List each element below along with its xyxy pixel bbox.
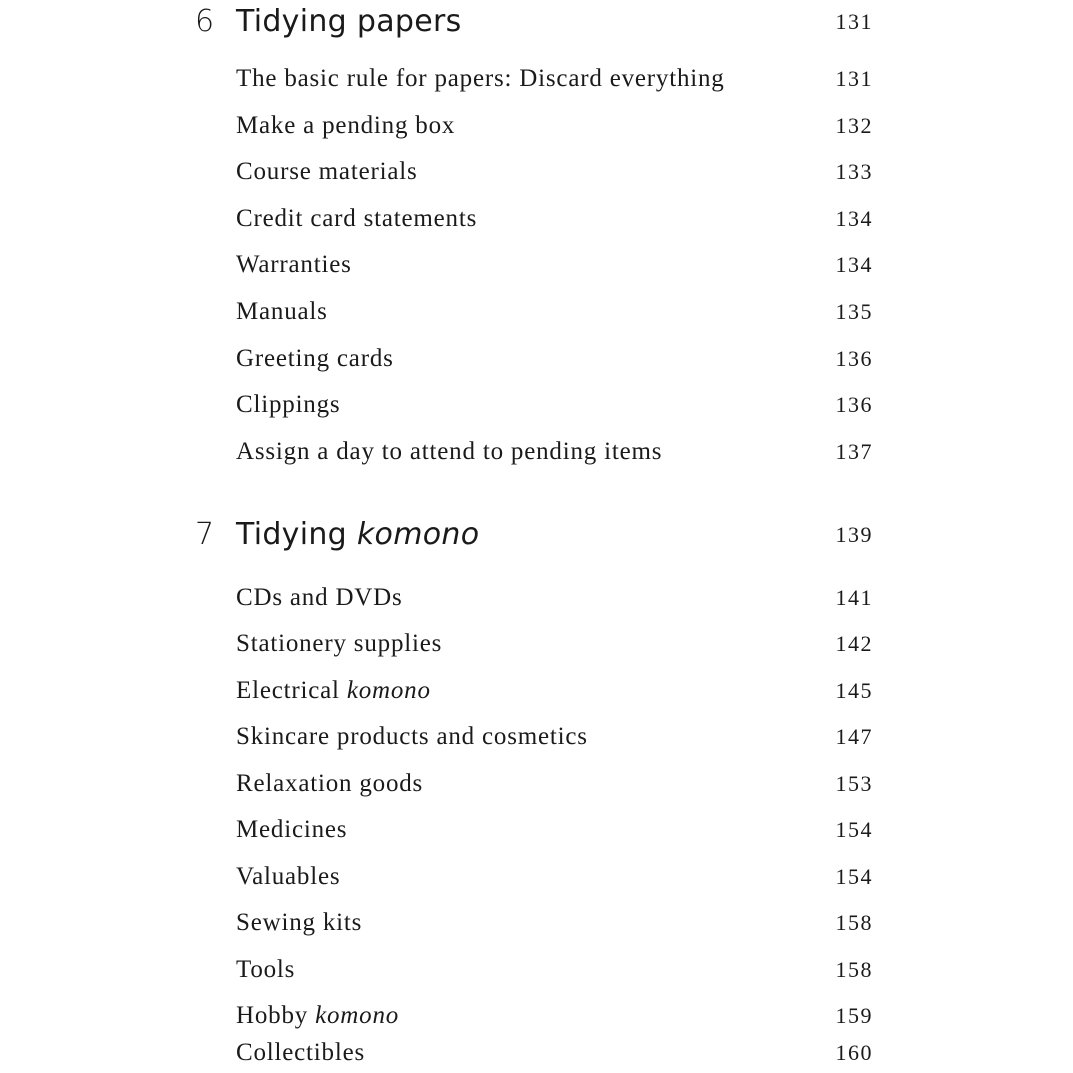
entry-page-number: 141 [835,585,873,610]
entry-page-number: 154 [835,864,873,889]
entry-title [236,671,431,711]
chapter-title-italic: komono [356,517,480,552]
entry-page-number: 135 [835,299,873,324]
entry-title: Stationery supplies [236,630,443,657]
entry-title-italic: komono [315,1002,400,1029]
entry-title: Credit card statements [236,205,478,232]
entry-page-number: 147 [835,724,873,749]
entry-title: Course materials [236,158,418,185]
entry-title: Clippings [236,391,341,418]
entry-page-number: 158 [835,957,873,982]
toc-entry[interactable] [0,671,1073,711]
chapter-number: 7 [195,517,215,552]
toc-entry[interactable] [0,857,1073,897]
chapter-page-number: 139 [835,522,873,547]
chapter-title-text: Tidying papers [236,4,462,39]
entry-title: Relaxation goods [236,770,424,797]
toc-entry[interactable] [0,578,1073,618]
toc-entry[interactable] [0,432,1073,472]
entry-page-number: 142 [835,631,873,656]
entry-page-number: 134 [835,252,873,277]
toc-entry[interactable] [0,199,1073,239]
toc-entry[interactable] [0,152,1073,192]
toc-entry[interactable] [0,950,1073,990]
entry-title: Valuables [236,863,341,890]
chapter-title [236,513,479,557]
chapter-title-text: Tidying [236,517,357,552]
entry-page-number: 134 [835,206,873,231]
toc-entry[interactable] [0,764,1073,804]
entry-page-number: 158 [835,910,873,935]
entry-page-number: 154 [835,817,873,842]
entry-page-number: 137 [835,439,873,464]
entry-page-number: 133 [835,159,873,184]
toc-entry[interactable] [0,996,1073,1036]
toc-entry[interactable] [0,385,1073,425]
entry-title: Tools [236,956,296,983]
entry-page-number: 159 [835,1003,873,1028]
entry-page-number: 131 [835,66,873,91]
entry-page-number: 132 [835,113,873,138]
entry-title: The basic rule for papers: Discard everything [236,65,725,92]
chapter-heading-6[interactable] [0,0,1073,44]
toc-entry[interactable] [0,106,1073,146]
toc-entry[interactable] [0,810,1073,850]
entry-page-number: 160 [835,1040,873,1065]
entry-title: Assign a day to attend to pending items [236,438,663,465]
toc-entry[interactable] [0,903,1073,943]
entry-title: Warranties [236,251,352,278]
toc-entry[interactable] [0,717,1073,757]
entry-title: Greeting cards [236,345,394,372]
entry-title: Make a pending box [236,112,456,139]
toc-entry[interactable] [0,624,1073,664]
entry-title: Sewing kits [236,909,363,936]
entry-title: Manuals [236,298,328,325]
entry-page-number: 145 [835,678,873,703]
entry-page-number: 136 [835,392,873,417]
entry-title-italic: komono [346,677,431,704]
entry-title-text: Electrical [236,677,347,704]
entry-title: Skincare products and cosmetics [236,723,588,750]
chapter-number: 6 [195,4,215,39]
toc-entry[interactable] [0,292,1073,332]
entry-title: Medicines [236,816,348,843]
toc-entry[interactable] [0,245,1073,285]
toc-entry[interactable] [0,59,1073,99]
toc-entry[interactable] [0,339,1073,379]
chapter-title [236,0,462,44]
entry-page-number: 136 [835,346,873,371]
entry-title: CDs and DVDs [236,584,403,611]
entry-title-text: Hobby [236,1002,316,1029]
entry-title: Collectibles [236,1039,366,1066]
toc-entry[interactable] [0,1033,1073,1073]
entry-page-number: 153 [835,771,873,796]
chapter-page-number: 131 [835,9,873,34]
entry-title [236,996,399,1036]
chapter-heading-7[interactable] [0,513,1073,557]
